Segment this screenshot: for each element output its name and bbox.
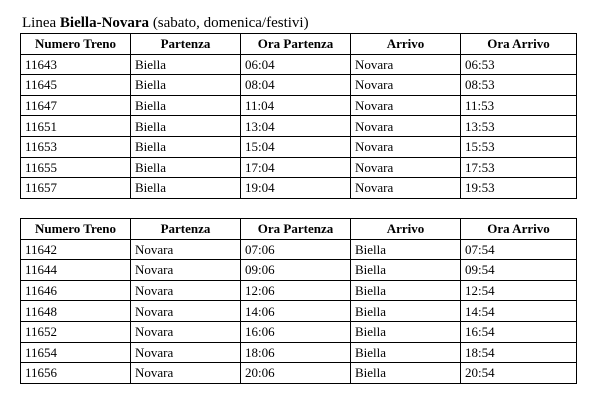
cell-partenza: Novara [131,280,241,301]
header-partenza: Partenza [131,219,241,240]
table-header-row [21,34,577,55]
cell-arrivo: Biella [351,280,461,301]
cell-ora-arrivo: 20:54 [461,363,577,384]
cell-arrivo: Biella [351,301,461,322]
cell-numero-treno: 11645 [21,75,131,96]
table-row [21,321,577,342]
cell-ora-arrivo: 08:53 [461,75,577,96]
cell-numero-treno: 11655 [21,157,131,178]
title-prefix: Linea [22,15,60,31]
cell-arrivo: Biella [351,342,461,363]
cell-ora-arrivo: 14:54 [461,301,577,322]
cell-ora-partenza: 07:06 [241,239,351,260]
table-row [21,136,577,157]
cell-ora-partenza: 06:04 [241,54,351,75]
cell-arrivo: Novara [351,157,461,178]
cell-partenza: Biella [131,75,241,96]
cell-ora-arrivo: 07:54 [461,239,577,260]
cell-ora-partenza: 17:04 [241,157,351,178]
table-body [21,54,577,198]
header-ora-arrivo: Ora Arrivo [461,34,577,55]
cell-ora-arrivo: 17:53 [461,157,577,178]
title-route: Biella-Novara [59,15,150,31]
cell-arrivo: Novara [351,75,461,96]
cell-ora-partenza: 15:04 [241,136,351,157]
cell-partenza: Biella [131,157,241,178]
table-row [21,301,577,322]
header-ora-partenza: Ora Partenza [241,34,351,55]
cell-numero-treno: 11652 [21,321,131,342]
cell-ora-partenza: 20:06 [241,363,351,384]
header-numero-treno: Numero Treno [21,34,131,55]
table-row [21,239,577,260]
header-partenza: Partenza [131,34,241,55]
cell-arrivo: Novara [351,95,461,116]
table-row [21,260,577,281]
cell-ora-partenza: 09:06 [241,260,351,281]
cell-arrivo: Novara [351,54,461,75]
cell-ora-partenza: 18:06 [241,342,351,363]
cell-ora-partenza: 13:04 [241,116,351,137]
header-ora-partenza: Ora Partenza [241,219,351,240]
cell-arrivo: Novara [351,178,461,199]
header-ora-arrivo: Ora Arrivo [461,219,577,240]
table-row [21,95,577,116]
cell-ora-arrivo: 09:54 [461,260,577,281]
table-row [21,280,577,301]
table-row [21,157,577,178]
cell-arrivo: Novara [351,116,461,137]
table-row [21,54,577,75]
cell-arrivo: Biella [351,260,461,281]
cell-ora-partenza: 08:04 [241,75,351,96]
cell-numero-treno: 11651 [21,116,131,137]
table-row [21,116,577,137]
cell-ora-arrivo: 06:53 [461,54,577,75]
cell-numero-treno: 11654 [21,342,131,363]
cell-ora-arrivo: 15:53 [461,136,577,157]
cell-partenza: Biella [131,54,241,75]
cell-arrivo: Biella [351,321,461,342]
table-row [21,342,577,363]
cell-partenza: Novara [131,239,241,260]
header-arrivo: Arrivo [351,34,461,55]
cell-partenza: Biella [131,116,241,137]
table-row [21,75,577,96]
cell-arrivo: Biella [351,239,461,260]
cell-ora-partenza: 19:04 [241,178,351,199]
cell-partenza: Novara [131,363,241,384]
cell-partenza: Biella [131,95,241,116]
cell-ora-arrivo: 12:54 [461,280,577,301]
page-title [22,14,309,32]
cell-numero-treno: 11646 [21,280,131,301]
cell-partenza: Novara [131,301,241,322]
cell-numero-treno: 11644 [21,260,131,281]
table-row [21,178,577,199]
cell-ora-arrivo: 11:53 [461,95,577,116]
cell-arrivo: Novara [351,136,461,157]
title-suffix: (sabato, domenica/festivi) [149,15,309,31]
cell-numero-treno: 11647 [21,95,131,116]
cell-partenza: Novara [131,321,241,342]
cell-ora-arrivo: 16:54 [461,321,577,342]
cell-ora-partenza: 12:06 [241,280,351,301]
cell-ora-partenza: 14:06 [241,301,351,322]
timetable-novara-biella [20,218,577,384]
cell-arrivo: Biella [351,363,461,384]
table-body [21,239,577,383]
cell-ora-partenza: 11:04 [241,95,351,116]
cell-numero-treno: 11648 [21,301,131,322]
cell-numero-treno: 11657 [21,178,131,199]
header-numero-treno: Numero Treno [21,219,131,240]
header-arrivo: Arrivo [351,219,461,240]
cell-ora-arrivo: 19:53 [461,178,577,199]
cell-ora-arrivo: 18:54 [461,342,577,363]
table-row [21,363,577,384]
cell-partenza: Novara [131,342,241,363]
cell-numero-treno: 11642 [21,239,131,260]
cell-partenza: Biella [131,178,241,199]
cell-partenza: Novara [131,260,241,281]
cell-ora-partenza: 16:06 [241,321,351,342]
cell-numero-treno: 11643 [21,54,131,75]
table-header-row [21,219,577,240]
cell-numero-treno: 11656 [21,363,131,384]
cell-partenza: Biella [131,136,241,157]
cell-ora-arrivo: 13:53 [461,116,577,137]
cell-numero-treno: 11653 [21,136,131,157]
timetable-biella-novara [20,33,577,199]
